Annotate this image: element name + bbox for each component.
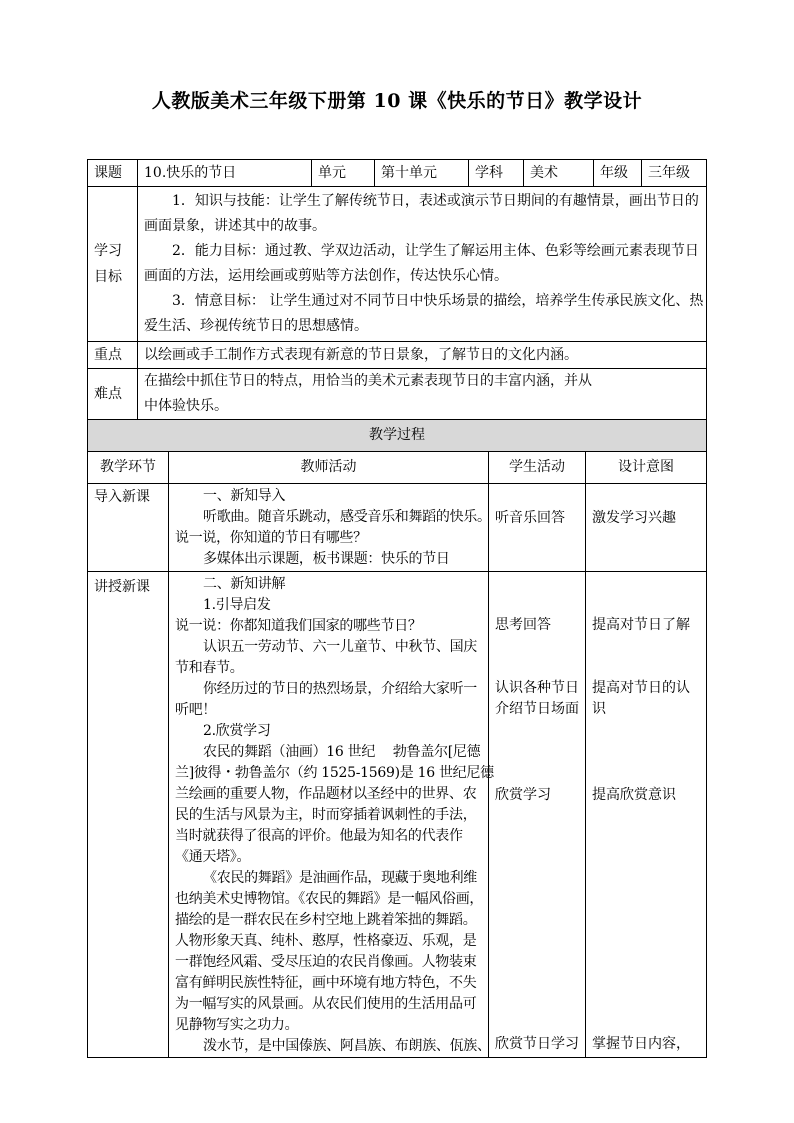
text-line: 说一说：你都知道我们国家的哪些节日？ [175, 618, 422, 634]
text-line: 说一说，你知道的节日有哪些？ [175, 530, 367, 546]
header-stage: 教学环节 [88, 452, 169, 484]
text-line: 认识五一劳动节、六一儿童节、中秋节、国庆 [203, 639, 477, 655]
key-points-label: 重点 [88, 342, 138, 369]
text-line: 节和春节。 [175, 660, 244, 676]
difficulties-line: 中体验快乐。 [144, 398, 228, 414]
intent-item: 提高对节日的认 [592, 680, 690, 696]
course-info-table [87, 159, 707, 420]
intent-lecture [586, 572, 707, 1058]
text-line: 富有鲜明民族性特征，画中环境有地方特色，不失 [175, 975, 477, 991]
text-line: 一群饱经风霜、受尽压迫的农民肖像画。人物装束 [175, 954, 477, 970]
intent-intro: 激发学习兴趣 [586, 484, 707, 572]
text-line: 多媒体出示课题，板书课题：快乐的节日 [203, 551, 450, 567]
student-activity-item: 欣赏学习 [495, 787, 551, 803]
text-line: 为一幅写实的风景画。从农民们使用的生活用品可 [175, 996, 477, 1012]
subject-value: 美术 [524, 160, 594, 187]
table-row [88, 572, 707, 1058]
difficulties-label: 难点 [88, 369, 138, 420]
grade-value: 三年级 [642, 160, 707, 187]
text-line: 见静物写实之功力。 [175, 1017, 299, 1033]
teacher-activity-intro [169, 484, 489, 572]
subject-label: 学科 [469, 160, 524, 187]
intent-item: 提高对节日了解 [592, 617, 690, 633]
difficulties-content [138, 369, 707, 420]
stage-lecture: 讲授新课 [88, 572, 169, 1058]
text-line: 农民的舞蹈（油画）16 世纪 勃鲁盖尔[尼德 [203, 744, 481, 760]
teaching-process-table [87, 419, 707, 1058]
objective-line: 画面的方法，运用绘画或剪贴等方法创作，传达快乐心情。 [144, 268, 508, 284]
text-line: 泼水节，是中国傣族、阿昌族、布朗族、佤族、 [203, 1038, 491, 1054]
student-activity-item: 认识各种节日 [495, 680, 579, 696]
text-line: 当时就获得了很高的评价。他最为知名的代表作 [175, 828, 463, 844]
stage-intro: 导入新课 [88, 484, 169, 572]
unit-value: 第十单元 [375, 160, 469, 187]
text-line: 人物形象天真、纯朴、憨厚，性格豪迈、乐观，是 [175, 933, 477, 949]
header-student: 学生活动 [489, 452, 586, 484]
header-intent: 设计意图 [586, 452, 707, 484]
grade-label: 年级 [594, 160, 642, 187]
text-line: 兰绘画的重要人物，作品题材以圣经中的世界、农 [175, 786, 477, 802]
intent-item: 提高欣赏意识 [592, 787, 676, 803]
header-teacher: 教师活动 [169, 452, 489, 484]
topic-label: 课题 [88, 160, 138, 187]
objective-line: 画面景象，讲述其中的故事。 [144, 218, 326, 234]
text-line: 2.欣赏学习 [203, 723, 271, 739]
teacher-activity-lecture [169, 572, 494, 1058]
difficulties-line: 在描绘中抓住节日的特点，用恰当的美术元素表现节日的丰富内涵，并从 [144, 373, 592, 389]
student-activity-intro: 听音乐回答 [489, 484, 586, 572]
text-line: 一、新知导入 [203, 488, 286, 504]
text-line: 听歌曲。随音乐跳动，感受音乐和舞蹈的快乐。 [203, 509, 491, 525]
intent-item: 识 [592, 701, 606, 717]
objective-line: 3．情意目标： 让学生通过对不同节日中快乐场景的描绘，培养学生传承民族文化、热 [172, 293, 704, 309]
text-line: 也纳美术史博物馆。《农民的舞蹈》是一幅风俗画， [175, 891, 484, 907]
text-line: 二、新知讲解 [203, 576, 286, 592]
student-activity-lecture [489, 572, 586, 1058]
process-title: 教学过程 [88, 420, 707, 452]
intent-item: 掌握节日内容， [592, 1036, 690, 1052]
text-line: 1.引导启发 [203, 597, 271, 613]
text-line: 你经历过的节日的热烈场景，介绍给大家听一 [203, 681, 477, 697]
objective-line: 爱生活、珍视传统节日的思想感情。 [144, 318, 368, 334]
student-activity-item: 欣赏节日学习 [495, 1036, 579, 1052]
text-line: 《农民的舞蹈》是油画作品，现藏于奥地利维 [203, 870, 477, 886]
text-line: 《通天塔》。 [175, 849, 251, 865]
student-activity-item: 思考回答 [495, 617, 551, 633]
objective-line: 2．能力目标：通过教、学双边活动，让学生了解运用主体、色彩等绘画元素表现节日 [172, 243, 699, 259]
unit-label: 单元 [312, 160, 375, 187]
objective-line: 1．知识与技能：让学生了解传统节日，表述或演示节日期间的有趣情景，画出节日的 [172, 193, 699, 209]
student-activity-item: 介绍节日场面 [495, 701, 579, 717]
text-line: 民的生活与风景为主，时而穿插着讽刺性的手法， [175, 807, 477, 823]
topic-value: 10.快乐的节日 [138, 160, 312, 187]
table-row [88, 484, 707, 572]
text-line: 描绘的是一群农民在乡村空地上跳着笨拙的舞蹈。 [175, 912, 477, 928]
text-line: 听吧！ [175, 702, 217, 718]
page-title: 人教版美术三年级下册第 10 课《快乐的节日》教学设计 [151, 90, 643, 112]
text-line: 兰]彼得・勃鲁盖尔（约 1525-1569)是 16 世纪尼德 [175, 765, 494, 781]
key-points-text: 以绘画或手工制作方式表现有新意的节日景象，了解节日的文化内涵。 [138, 342, 707, 369]
objectives-content [138, 187, 707, 342]
objectives-label: 学习 目标 [88, 187, 138, 342]
